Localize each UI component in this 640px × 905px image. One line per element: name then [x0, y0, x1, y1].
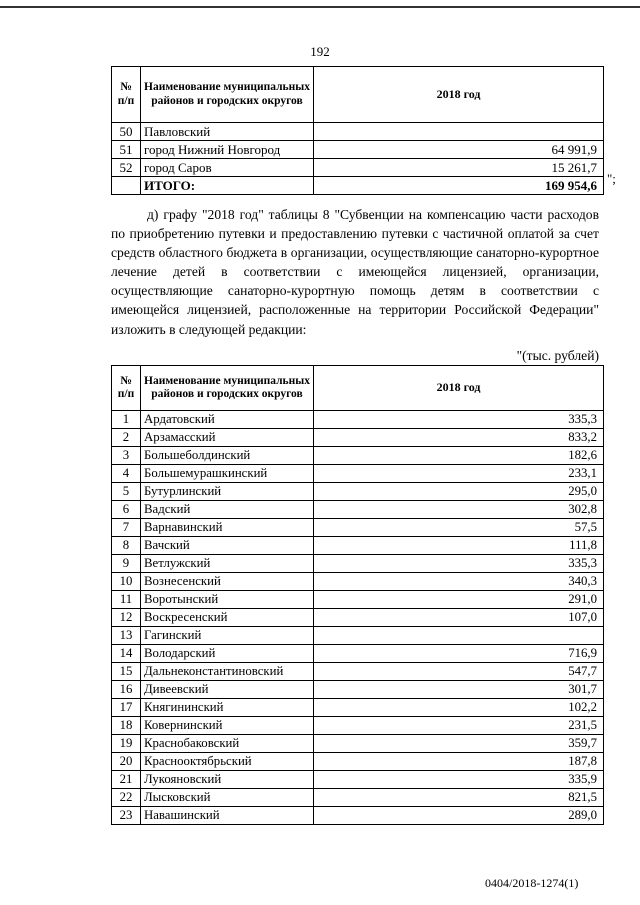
table-header-row	[112, 67, 604, 123]
municipality-name: Арзамасский	[141, 429, 314, 447]
header-municipality: Наименование муниципальных районов и городских округов	[141, 366, 314, 411]
total-label: ИТОГО:	[141, 177, 314, 195]
page-number: 192	[310, 44, 330, 59]
row-number: 12	[112, 609, 141, 627]
row-number: 11	[112, 591, 141, 609]
table-body	[112, 411, 604, 825]
municipality-name: Володарский	[141, 645, 314, 663]
row-value: 187,8	[314, 753, 604, 771]
municipality-name: Воротынский	[141, 591, 314, 609]
row-value: 302,8	[314, 501, 604, 519]
table-row	[112, 663, 604, 681]
row-value: 716,9	[314, 645, 604, 663]
subsidy-table-continued	[111, 66, 604, 195]
table-row	[112, 465, 604, 483]
table-row	[112, 555, 604, 573]
municipality-name: Вадский	[141, 501, 314, 519]
municipality-name: Княгининский	[141, 699, 314, 717]
row-number: 7	[112, 519, 141, 537]
total-row	[112, 177, 604, 195]
row-number: 18	[112, 717, 141, 735]
row-number: 17	[112, 699, 141, 717]
row-number: 15	[112, 663, 141, 681]
municipality-name: Павловский	[141, 123, 314, 141]
row-value: 15 261,7	[314, 159, 604, 177]
row-value: 289,0	[314, 807, 604, 825]
total-value: 169 954,6	[314, 177, 604, 195]
table-row	[112, 537, 604, 555]
row-number: 50	[112, 123, 141, 141]
row-number: 9	[112, 555, 141, 573]
table-row	[112, 735, 604, 753]
table-row	[112, 411, 604, 429]
row-value: 335,3	[314, 411, 604, 429]
table-body	[112, 123, 604, 195]
row-number: 3	[112, 447, 141, 465]
header-number: № п/п	[112, 366, 141, 411]
table-row	[112, 447, 604, 465]
row-number: 19	[112, 735, 141, 753]
row-value: 233,1	[314, 465, 604, 483]
row-value: 64 991,9	[314, 141, 604, 159]
municipality-name: Вознесенский	[141, 573, 314, 591]
municipality-name: Воскресенский	[141, 609, 314, 627]
row-number: 16	[112, 681, 141, 699]
unit-label: "(тыс. рублей)	[516, 348, 599, 363]
municipality-name: Ветлужский	[141, 555, 314, 573]
table-row	[112, 645, 604, 663]
municipality-name: Большемурашкинский	[141, 465, 314, 483]
row-number: 13	[112, 627, 141, 645]
row-value	[314, 123, 604, 141]
municipality-name: Ардатовский	[141, 411, 314, 429]
row-value: 182,6	[314, 447, 604, 465]
row-number: 8	[112, 537, 141, 555]
municipality-name: Ковернинский	[141, 717, 314, 735]
row-number: 5	[112, 483, 141, 501]
row-number: 10	[112, 573, 141, 591]
municipality-name: Лысковский	[141, 789, 314, 807]
row-value	[314, 627, 604, 645]
header-year: 2018 год	[314, 366, 604, 411]
municipality-name: город Саров	[141, 159, 314, 177]
table-row	[112, 717, 604, 735]
municipality-name: Бутурлинский	[141, 483, 314, 501]
row-value: 102,2	[314, 699, 604, 717]
table-row	[112, 123, 604, 141]
municipality-name: Вачский	[141, 537, 314, 555]
table-row	[112, 609, 604, 627]
row-value: 291,0	[314, 591, 604, 609]
municipality-name: Дальнеконстантиновский	[141, 663, 314, 681]
total-number-cell	[112, 177, 141, 195]
subsidy-table-8	[111, 365, 604, 825]
row-value: 833,2	[314, 429, 604, 447]
municipality-name: город Нижний Новгород	[141, 141, 314, 159]
municipality-name: Гагинский	[141, 627, 314, 645]
row-value: 359,7	[314, 735, 604, 753]
table-row	[112, 681, 604, 699]
municipality-name: Дивеевский	[141, 681, 314, 699]
row-number: 4	[112, 465, 141, 483]
table-row	[112, 753, 604, 771]
row-number: 6	[112, 501, 141, 519]
table-row	[112, 771, 604, 789]
municipality-name: Краснооктябрьский	[141, 753, 314, 771]
row-value: 57,5	[314, 519, 604, 537]
row-value: 295,0	[314, 483, 604, 501]
row-value: 340,3	[314, 573, 604, 591]
row-value: 111,8	[314, 537, 604, 555]
table-row	[112, 807, 604, 825]
header-year: 2018 год	[314, 67, 604, 123]
table-row	[112, 573, 604, 591]
table-row	[112, 699, 604, 717]
row-value: 301,7	[314, 681, 604, 699]
table-row	[112, 519, 604, 537]
row-number: 52	[112, 159, 141, 177]
table-row	[112, 591, 604, 609]
row-number: 21	[112, 771, 141, 789]
amendment-paragraph	[111, 205, 599, 339]
row-number: 2	[112, 429, 141, 447]
document-code: 0404/2018-1274(1)	[485, 876, 579, 890]
municipality-name: Большеболдинский	[141, 447, 314, 465]
municipality-name: Краснобаковский	[141, 735, 314, 753]
row-number: 20	[112, 753, 141, 771]
municipality-name: Лукояновский	[141, 771, 314, 789]
paragraph-text: д) графу "2018 год" таблицы 8 "Субвенции на компенсацию части расходов по приобретению путевки и предоставлению путевки с частичной оплатой за счет средств областного бюджета в организации, осуществляющие санаторно-курортное лечение детей в соответствии с имеющейся лицензией, организации, осуществляющие санаторно-курортную помощь детям в соответствии с имеющейся лицензией, расположенные на территории Российской Федерации" изложить в следующей редакции:	[111, 207, 599, 337]
row-number: 23	[112, 807, 141, 825]
table-row	[112, 483, 604, 501]
table-row	[112, 627, 604, 645]
row-number: 14	[112, 645, 141, 663]
top-border-line	[0, 6, 640, 8]
table-row	[112, 501, 604, 519]
row-number: 1	[112, 411, 141, 429]
row-number: 22	[112, 789, 141, 807]
row-number: 51	[112, 141, 141, 159]
municipality-name: Варнавинский	[141, 519, 314, 537]
row-value: 547,7	[314, 663, 604, 681]
table-row	[112, 141, 604, 159]
table-row	[112, 159, 604, 177]
header-number: № п/п	[112, 67, 141, 123]
municipality-name: Навашинский	[141, 807, 314, 825]
table-row	[112, 789, 604, 807]
row-value: 231,5	[314, 717, 604, 735]
table-row	[112, 429, 604, 447]
header-municipality: Наименование муниципальных районов и городских округов	[141, 67, 314, 123]
row-value: 335,3	[314, 555, 604, 573]
table-header-row	[112, 366, 604, 411]
closing-quote: ";	[607, 171, 616, 186]
row-value: 335,9	[314, 771, 604, 789]
row-value: 107,0	[314, 609, 604, 627]
row-value: 821,5	[314, 789, 604, 807]
